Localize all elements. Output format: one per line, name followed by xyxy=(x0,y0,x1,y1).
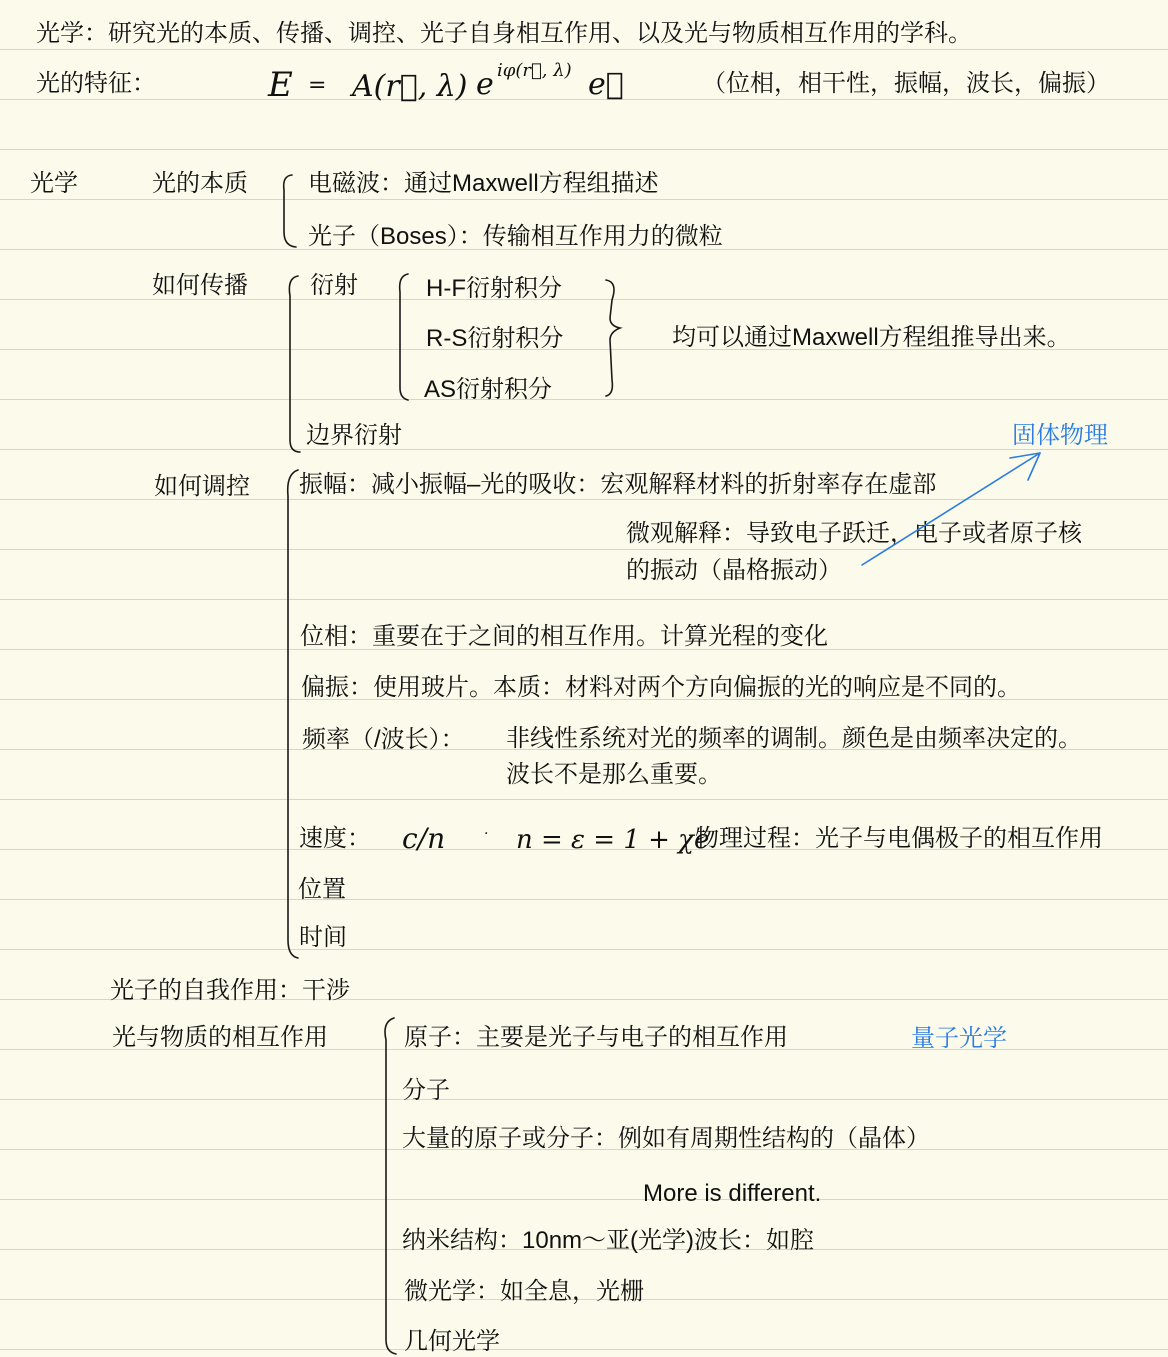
atom-item: 原子：主要是光子与电子的相互作用 xyxy=(404,1024,788,1051)
propagation-label: 如何传播 xyxy=(152,272,248,299)
formula-equals: = xyxy=(308,73,327,98)
nature-item: 电磁波：通过Maxwell方程组描述 xyxy=(308,170,659,197)
micro-explanation: 的振动（晶格振动） xyxy=(626,557,842,584)
definition-text: 光学：研究光的本质、传播、调控、光子自身相互作用、以及光与物质相互作用的学科。 xyxy=(36,20,972,47)
formula-unit-vector: e⃗ xyxy=(588,67,624,102)
quantum-optics-note: 量子光学 xyxy=(911,1025,1007,1052)
micro-optics-item: 微光学：如全息，光栅 xyxy=(404,1278,644,1305)
feature-label: 光的特征： xyxy=(36,70,156,97)
nature-label: 光的本质 xyxy=(152,170,248,197)
frequency-text: 非线性系统对光的频率的调制。颜色是由频率决定的。 xyxy=(506,725,1082,752)
boundary-diffraction: 边界衍射 xyxy=(306,422,402,449)
formula-exp-base: e xyxy=(476,67,494,102)
polarization-text: 偏振：使用玻片。本质：材料对两个方向偏振的光的响应是不同的。 xyxy=(301,674,1021,701)
amplitude-text: 振幅：减小振幅–光的吸收：宏观解释材料的折射率存在虚部 xyxy=(299,471,937,498)
brace-integrals-close xyxy=(606,280,620,396)
geometric-optics-item: 几何光学 xyxy=(404,1328,500,1355)
position-item: 位置 xyxy=(298,876,346,903)
solid-state-note: 固体物理 xyxy=(1012,422,1108,449)
frequency-text: 波长不是那么重要。 xyxy=(506,761,722,788)
integral-item: R-S衍射积分 xyxy=(426,325,564,352)
micro-explanation: 微观解释：导致电子跃迁，电子或者原子核 xyxy=(626,520,1082,547)
speed-note: 物理过程：光子与电偶极子的相互作用 xyxy=(695,825,1103,852)
brace-nature xyxy=(284,175,296,247)
interaction-label: 光与物质的相互作用 xyxy=(112,1024,328,1051)
photon-self-interaction: 光子的自我作用：干涉 xyxy=(110,977,350,1004)
molecule-item: 分子 xyxy=(402,1077,450,1104)
integral-item: AS衍射积分 xyxy=(424,376,553,403)
light-field-formula xyxy=(267,60,624,105)
phase-text: 位相：重要在于之间的相互作用。计算光程的变化 xyxy=(300,623,828,650)
frequency-label: 频率（/波长）： xyxy=(302,726,465,753)
ink-dot-mark: · xyxy=(484,826,489,842)
root-optics: 光学 xyxy=(30,170,78,197)
diffraction-label: 衍射 xyxy=(310,272,358,299)
more-is-different: More is different. xyxy=(643,1180,822,1207)
time-item: 时间 xyxy=(299,924,347,951)
brace-propagation xyxy=(289,276,300,452)
speed-formula-index: n = ε = 1 + χe xyxy=(516,825,710,855)
control-label: 如何调控 xyxy=(154,473,250,500)
brace-interaction xyxy=(385,1018,396,1354)
bulk-item: 大量的原子或分子：例如有周期性结构的（晶体） xyxy=(402,1125,930,1152)
brace-diffraction xyxy=(400,274,408,400)
brace-control xyxy=(288,470,298,958)
formula-E: E xyxy=(268,65,293,105)
nano-item: 纳米结构：10nm～亚(光学)波长：如腔 xyxy=(402,1227,815,1254)
formula-exponent: iφ(r⃗, λ) xyxy=(497,60,572,81)
formula-amplitude: A(r⃗, λ) xyxy=(352,69,468,104)
nature-item: 光子（Boses）：传输相互作用力的微粒 xyxy=(308,223,723,250)
integrals-note: 均可以通过Maxwell方程组推导出来。 xyxy=(672,324,1071,351)
integral-item: H-F衍射积分 xyxy=(426,275,562,302)
speed-formula-c-over-n: c/n xyxy=(402,822,446,855)
feature-list: （位相，相干性，振幅，波长，偏振） xyxy=(702,70,1110,97)
speed-label: 速度： xyxy=(299,825,371,852)
